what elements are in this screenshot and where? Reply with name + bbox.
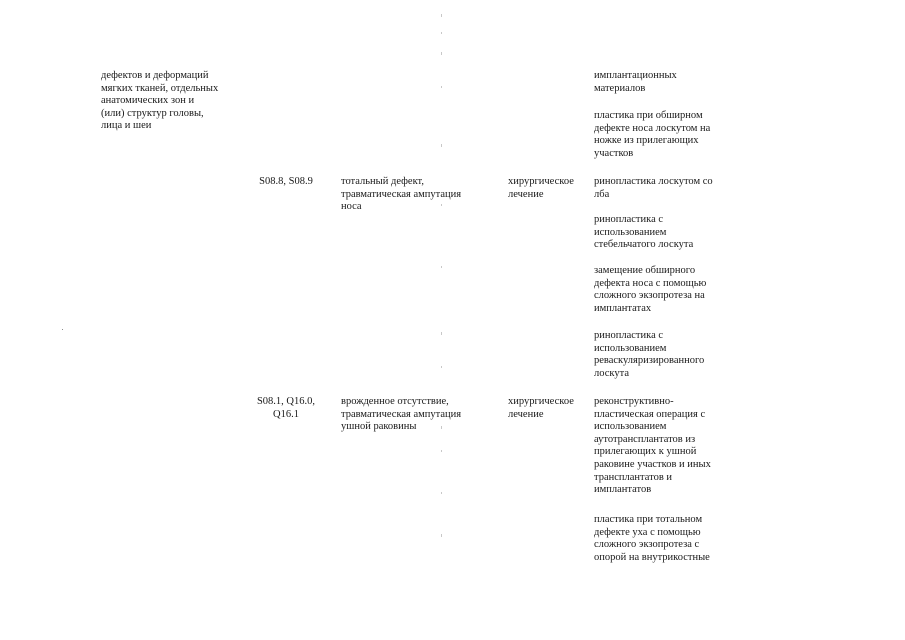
method-rhinoplasty-revascularized: ринопластика с использованием реваскуляризированного лоскута — [594, 330, 705, 379]
row-ear-description: врожденное отсутствие, травматическая ампутация ушной раковины — [341, 396, 462, 433]
condition-continued: дефектов и деформаций мягких тканей, отдельных анатомических зон и (или) структур головы, лица и шеи — [101, 70, 219, 132]
row-nose-codes: S08.8, S08.9 — [259, 176, 313, 187]
method-rhinoplasty-stem-flap: ринопластика с использованием стебельчатого лоскута — [594, 214, 694, 251]
row-nose-description: тотальный дефект, травматическая ампутация носа — [341, 176, 462, 213]
method-implant-materials: имплантационных материалов — [594, 70, 677, 94]
row-nose-treatment: хирургическое лечение — [508, 176, 574, 200]
method-nose-exoprosthesis: замещение обширного дефекта носа с помощью сложного экзопротеза на имплантатах — [594, 265, 707, 314]
method-ear-exoprosthesis: пластика при тотальном дефекте уха с помощью сложного экзопротеза с опорой на внутрикостные — [594, 514, 710, 563]
method-rhinoplasty-forehead: ринопластика лоскутом со лба — [594, 176, 713, 200]
row-ear-codes: S08.1, Q16.0, Q16.1 — [256, 396, 316, 420]
scan-artifact-dots — [441, 14, 443, 574]
method-nose-flap-pedicle: пластика при обширном дефекте носа лоскутом на ножке из прилегающих участков — [594, 110, 711, 159]
method-ear-reconstruction: реконструктивно- пластическая операция с использованием аутотрансплантатов из прилегающих к ушной раковине участков и иных трансплантатов и имплантатов — [594, 396, 711, 496]
row-ear-treatment: хирургическое лечение — [508, 396, 574, 420]
scan-speck — [62, 329, 63, 330]
